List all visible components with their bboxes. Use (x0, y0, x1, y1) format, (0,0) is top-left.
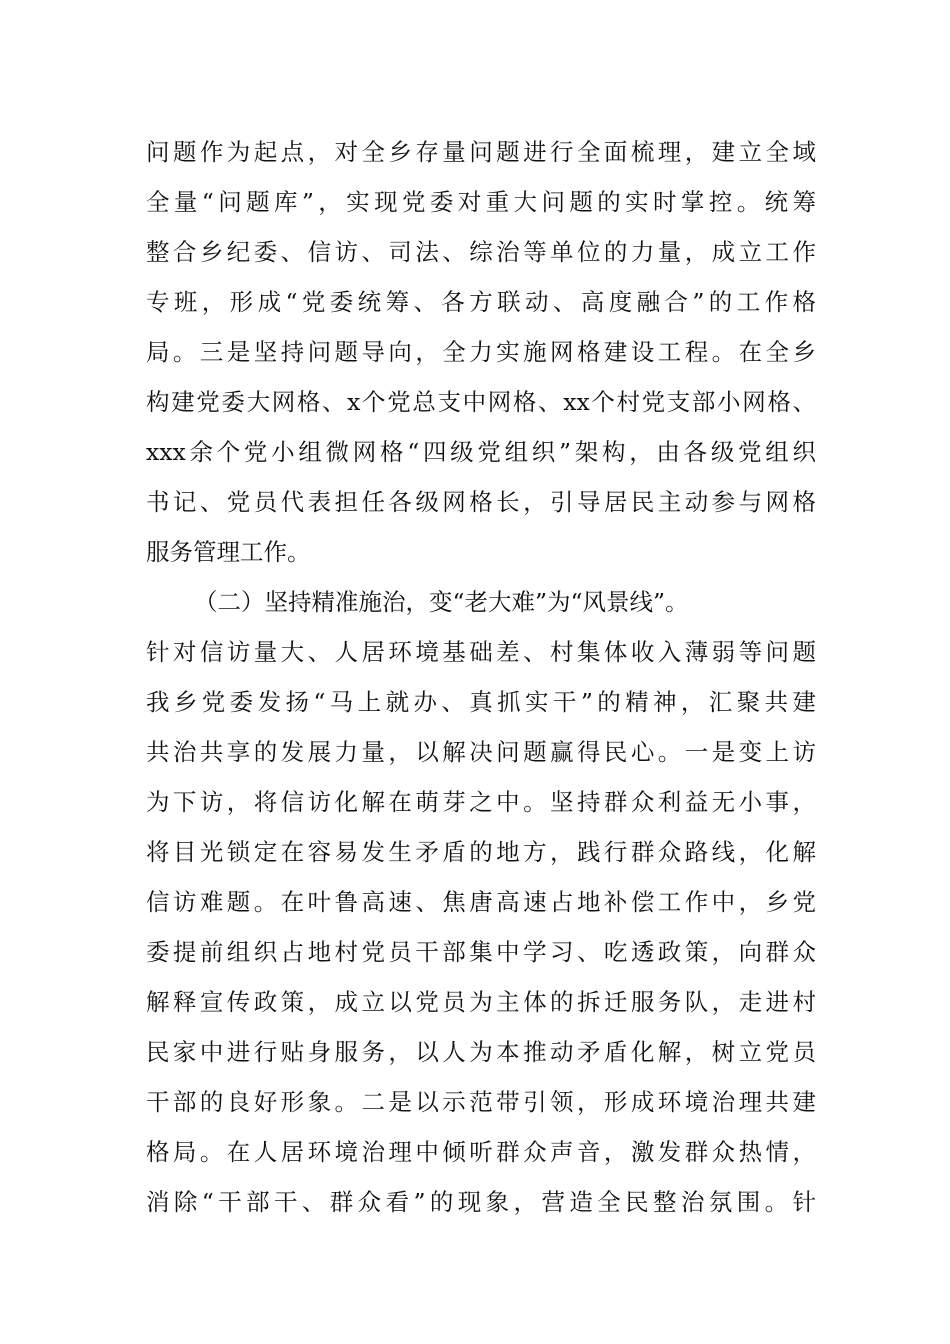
text-line-14: 为下访，将信访化解在萌芽之中。坚持群众利益无小事， (146, 788, 816, 816)
text-line-11: 针对信访量大、人居环境基础差、村集体收入薄弱等问题 (146, 638, 816, 666)
text-line-2: 全量“问题库”，实现党委对重大问题的实时掌控。统筹 (146, 188, 816, 216)
text-line-20: 干部的良好形象。二是以示范带引领，形成环境治理共建 (146, 1088, 816, 1116)
text-line-1: 问题作为起点，对全乡存量问题进行全面梳理，建立全域 (146, 138, 816, 166)
text-line-21: 格局。在人居环境治理中倾听群众声音，激发群众热情， (146, 1138, 816, 1166)
text-line-9: 服务管理工作。 (146, 538, 311, 566)
text-line-4: 专班，形成“党委统筹、各方联动、高度融合”的工作格 (146, 288, 816, 316)
text-line-18: 解释宣传政策，成立以党员为主体的拆迁服务队，走进村 (146, 988, 816, 1016)
text-line-3: 整合乡纪委、信访、司法、综治等单位的力量，成立工作 (146, 238, 816, 266)
section-heading: （二）坚持精准施治，变“老大难”为“风景线”。 (194, 588, 689, 616)
text-line-22: 消除“干部干、群众看”的现象，营造全民整治氛围。针 (146, 1188, 816, 1216)
text-line-5: 局。三是坚持问题导向，全力实施网格建设工程。在全乡 (146, 338, 816, 366)
text-line-7: xxx余个党小组微网格“四级党组织”架构，由各级党组织 (146, 438, 816, 466)
text-line-6: 构建党委大网格、x个党总支中网格、xx个村党支部小网格、 (146, 388, 816, 416)
text-line-17: 委提前组织占地村党员干部集中学习、吃透政策，向群众 (146, 938, 816, 966)
text-line-16: 信访难题。在叶鲁高速、焦唐高速占地补偿工作中，乡党 (146, 888, 816, 916)
text-line-13: 共治共享的发展力量，以解决问题赢得民心。一是变上访 (146, 738, 816, 766)
body-text (146, 127, 816, 1227)
text-line-15: 将目光锁定在容易发生矛盾的地方，践行群众路线，化解 (146, 838, 816, 866)
text-line-8: 书记、党员代表担任各级网格长，引导居民主动参与网格 (146, 488, 816, 516)
text-line-19: 民家中进行贴身服务，以人为本推动矛盾化解，树立党员 (146, 1038, 816, 1066)
text-line-12: 我乡党委发扬“马上就办、真抓实干”的精神，汇聚共建 (146, 688, 816, 716)
